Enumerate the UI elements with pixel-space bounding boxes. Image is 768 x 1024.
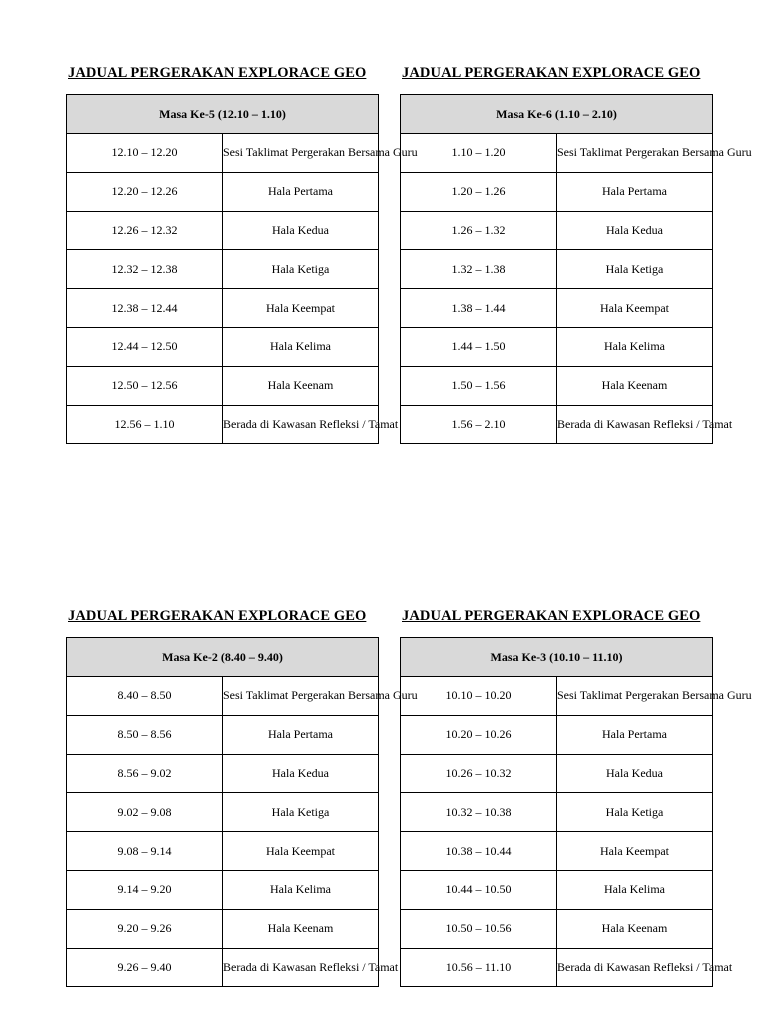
table-header-row — [401, 95, 713, 134]
table-row — [401, 677, 713, 716]
table-row — [401, 715, 713, 754]
activity-cell: Hala Kelima — [223, 327, 379, 366]
activity-cell: Berada di Kawasan Refleksi / Tamat — [223, 405, 379, 444]
table-row — [401, 754, 713, 793]
table-row — [67, 289, 379, 328]
time-cell: 12.44 – 12.50 — [67, 327, 223, 366]
time-cell: 1.44 – 1.50 — [401, 327, 557, 366]
table-row — [67, 948, 379, 987]
activity-cell: Hala Keempat — [223, 289, 379, 328]
table-row — [67, 211, 379, 250]
time-cell: 10.38 – 10.44 — [401, 832, 557, 871]
period-header: Masa Ke-5 (12.10 – 1.10) — [67, 95, 379, 134]
table-row — [67, 793, 379, 832]
table-row — [401, 134, 713, 173]
time-cell: 1.26 – 1.32 — [401, 211, 557, 250]
time-cell: 12.38 – 12.44 — [67, 289, 223, 328]
time-cell: 1.50 – 1.56 — [401, 366, 557, 405]
table-row — [401, 211, 713, 250]
time-cell: 12.20 – 12.26 — [67, 172, 223, 211]
table-row — [401, 289, 713, 328]
time-cell: 12.56 – 1.10 — [67, 405, 223, 444]
activity-cell: Hala Kelima — [557, 327, 713, 366]
activity-cell: Sesi Taklimat Pergerakan Bersama Guru — [557, 134, 713, 173]
time-cell: 9.20 – 9.26 — [67, 909, 223, 948]
schedule-table — [66, 94, 418, 444]
schedule-table — [66, 637, 418, 987]
period-header: Masa Ke-2 (8.40 – 9.40) — [67, 638, 379, 677]
time-cell: 10.50 – 10.56 — [401, 909, 557, 948]
time-cell: 1.32 – 1.38 — [401, 250, 557, 289]
table-row — [67, 909, 379, 948]
activity-cell: Hala Ketiga — [223, 793, 379, 832]
time-cell: 10.56 – 11.10 — [401, 948, 557, 987]
table-row — [67, 677, 379, 716]
time-cell: 9.08 – 9.14 — [67, 832, 223, 871]
period-header: Masa Ke-3 (10.10 – 11.10) — [401, 638, 713, 677]
schedule-title: JADUAL PERGERAKAN EXPLORACE GEO — [68, 65, 367, 81]
activity-cell: Hala Kedua — [223, 211, 379, 250]
schedule-table — [400, 94, 752, 444]
time-cell: 12.32 – 12.38 — [67, 250, 223, 289]
time-cell: 1.38 – 1.44 — [401, 289, 557, 328]
time-cell: 1.20 – 1.26 — [401, 172, 557, 211]
activity-cell: Berada di Kawasan Refleksi / Tamat — [223, 948, 379, 987]
time-cell: 9.26 – 9.40 — [67, 948, 223, 987]
activity-cell: Hala Pertama — [557, 172, 713, 211]
activity-cell: Hala Pertama — [557, 715, 713, 754]
activity-cell: Hala Kelima — [223, 870, 379, 909]
table-row — [401, 948, 713, 987]
activity-cell: Hala Keenam — [557, 909, 713, 948]
time-cell: 9.02 – 9.08 — [67, 793, 223, 832]
table-row — [67, 754, 379, 793]
activity-cell: Berada di Kawasan Refleksi / Tamat — [557, 405, 713, 444]
time-cell: 1.56 – 2.10 — [401, 405, 557, 444]
activity-cell: Hala Keempat — [557, 832, 713, 871]
schedule-table — [400, 637, 752, 987]
activity-cell: Hala Pertama — [223, 715, 379, 754]
time-cell: 8.56 – 9.02 — [67, 754, 223, 793]
table-row — [67, 870, 379, 909]
activity-cell: Hala Keenam — [223, 366, 379, 405]
time-cell: 12.10 – 12.20 — [67, 134, 223, 173]
activity-cell: Hala Ketiga — [557, 250, 713, 289]
activity-cell: Hala Kedua — [557, 754, 713, 793]
schedule-title: JADUAL PERGERAKAN EXPLORACE GEO — [402, 608, 701, 624]
time-cell: 12.50 – 12.56 — [67, 366, 223, 405]
activity-cell: Berada di Kawasan Refleksi / Tamat — [557, 948, 713, 987]
table-header-row — [401, 638, 713, 677]
time-cell: 10.44 – 10.50 — [401, 870, 557, 909]
table-row — [401, 870, 713, 909]
activity-cell: Hala Ketiga — [223, 250, 379, 289]
activity-cell: Sesi Taklimat Pergerakan Bersama Guru — [223, 677, 379, 716]
time-cell: 12.26 – 12.32 — [67, 211, 223, 250]
activity-cell: Hala Keenam — [223, 909, 379, 948]
schedule-title: JADUAL PERGERAKAN EXPLORACE GEO — [402, 65, 701, 81]
schedule-title: JADUAL PERGERAKAN EXPLORACE GEO — [68, 608, 367, 624]
time-cell: 10.26 – 10.32 — [401, 754, 557, 793]
table-row — [67, 405, 379, 444]
table-row — [401, 909, 713, 948]
time-cell: 8.40 – 8.50 — [67, 677, 223, 716]
time-cell: 10.20 – 10.26 — [401, 715, 557, 754]
activity-cell: Hala Kedua — [223, 754, 379, 793]
table-row — [67, 327, 379, 366]
table-row — [67, 134, 379, 173]
time-cell: 8.50 – 8.56 — [67, 715, 223, 754]
activity-cell: Hala Keempat — [557, 289, 713, 328]
activity-cell: Sesi Taklimat Pergerakan Bersama Guru — [557, 677, 713, 716]
time-cell: 1.10 – 1.20 — [401, 134, 557, 173]
activity-cell: Hala Kelima — [557, 870, 713, 909]
time-cell: 10.10 – 10.20 — [401, 677, 557, 716]
table-row — [67, 832, 379, 871]
table-row — [67, 366, 379, 405]
table-row — [401, 405, 713, 444]
activity-cell: Sesi Taklimat Pergerakan Bersama Guru — [223, 134, 379, 173]
table-row — [67, 250, 379, 289]
time-cell: 9.14 – 9.20 — [67, 870, 223, 909]
table-row — [401, 327, 713, 366]
activity-cell: Hala Ketiga — [557, 793, 713, 832]
activity-cell: Hala Kedua — [557, 211, 713, 250]
activity-cell: Hala Keempat — [223, 832, 379, 871]
period-header: Masa Ke-6 (1.10 – 2.10) — [401, 95, 713, 134]
table-row — [401, 250, 713, 289]
table-row — [401, 366, 713, 405]
activity-cell: Hala Keenam — [557, 366, 713, 405]
table-row — [67, 715, 379, 754]
table-header-row — [67, 95, 379, 134]
table-row — [401, 172, 713, 211]
table-row — [67, 172, 379, 211]
activity-cell: Hala Pertama — [223, 172, 379, 211]
time-cell: 10.32 – 10.38 — [401, 793, 557, 832]
table-header-row — [67, 638, 379, 677]
table-row — [401, 832, 713, 871]
table-row — [401, 793, 713, 832]
